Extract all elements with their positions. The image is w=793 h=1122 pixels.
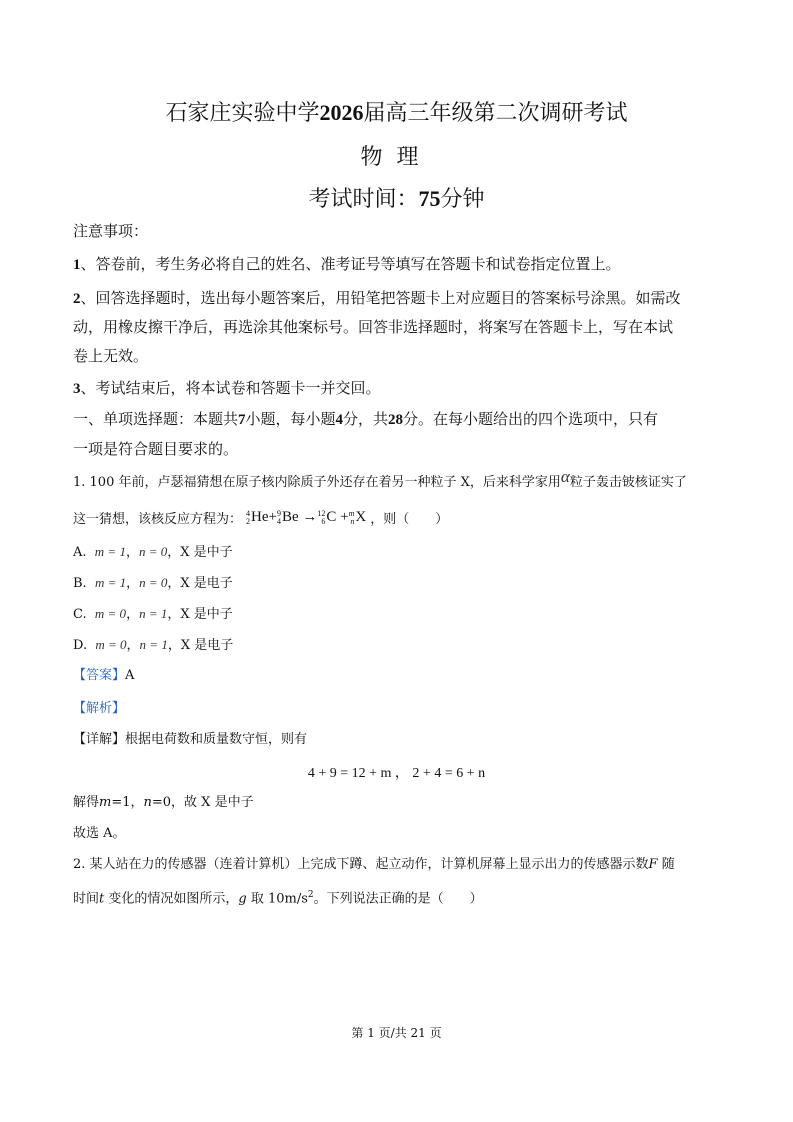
q1-stem-a: 1. 100 年前，卢瑟福猜想在原子核内除质子外还存在着另一种粒子 X，后来科学家用 [73, 475, 561, 490]
plus-sign: + [268, 509, 277, 525]
solve-c: =0，故 X 是中子 [151, 795, 254, 810]
q2-text-f: 。下列说法正确的是（ ） [313, 891, 483, 907]
notice-text-2a: 、回答选择题时，选出每小题答案后，用铅笔把答题卡上对应题目的答案标号涂黑。如需改 [80, 289, 681, 307]
be-symbol: Be [281, 509, 299, 525]
q1-stem2-b: ，则（ ） [370, 512, 449, 527]
notice-num-3: 3 [73, 381, 81, 397]
q1-detail [73, 729, 733, 751]
option-text: ，X 是电子 [167, 576, 233, 591]
q1-solution [73, 792, 733, 814]
option-c: C. m = 0，n = 1，X 是中子 [73, 606, 233, 622]
notice-item-2-line3: 卷上无效。 [73, 347, 149, 365]
title-school: 石家庄实验中学 [165, 101, 320, 126]
option-m: m = 1 [94, 544, 126, 559]
answer-tag: 【答案】 [73, 668, 126, 683]
subject-title: 物理 [360, 145, 433, 170]
time-value: 75 [418, 186, 441, 211]
q1-answer [73, 665, 733, 687]
notice-text-1: 、答卷前，考生务必将自己的姓名、准考证号等填写在答题卡和试卷指定位置上。 [80, 255, 621, 273]
option-text: ，X 是中子 [167, 607, 233, 622]
section-heading-line2: 一项是符合题目要求的。 [73, 440, 239, 458]
plus-sign: + [340, 509, 349, 525]
q2-superscript: 2 [307, 890, 314, 900]
section-heading [73, 408, 733, 431]
arrow: → [302, 509, 318, 525]
exam-title [0, 96, 793, 127]
notice-item-2-line2: 动，用橡皮擦干净后，再选涂其他案标号。回答非选择题时，将案写在答题卡上，写在本试 [73, 318, 674, 336]
c-symbol: C [326, 509, 337, 525]
page-footer: 第 1 页/共 21 页 [351, 1026, 442, 1040]
analysis-tag: 【解析】 [73, 701, 126, 716]
q1-equation-line [73, 508, 733, 531]
time-unit: 分钟 [440, 187, 485, 212]
notice-item-1 [73, 253, 733, 276]
q2-var-f: F [648, 857, 658, 872]
solve-n: n [143, 795, 152, 810]
he-mass: 4 [246, 508, 251, 518]
be-mass: 9 [276, 508, 281, 518]
q1-stem-b: 粒子轰击铍核证实了 [569, 475, 687, 490]
option-a: A. m = 1，n = 0，X 是中子 [73, 544, 233, 560]
x-mass: m [348, 508, 355, 518]
q1-choose: 故选 A。 [73, 826, 126, 841]
option-n: n = 1 [139, 606, 168, 621]
option-m: m = 0 [94, 606, 127, 621]
section-num-1: 7 [238, 412, 246, 428]
option-n: n = 0 [138, 544, 168, 559]
exam-time [0, 182, 793, 213]
notice-text-3: 、考试结束后，将本试卷和答题卡一并交回。 [80, 379, 381, 397]
q2-text-c: 时间 [73, 891, 100, 907]
alpha-symbol: α [560, 467, 570, 486]
option-b: B. m = 1，n = 0，X 是电子 [73, 575, 233, 591]
section-text-c: 分，共 [343, 410, 389, 428]
detail-text: 根据电荷数和质量数守恒，则有 [125, 732, 308, 747]
title-year: 2026 [319, 100, 364, 125]
q2-text-d: 变化的情况如图所示， [104, 891, 239, 907]
solve-a: 解得 [73, 795, 100, 810]
solve-b: =1， [111, 795, 144, 810]
q1-analysis [73, 698, 733, 720]
option-text: ，X 是中子 [167, 545, 233, 560]
option-m: m = 0 [95, 637, 127, 652]
option-label: B. [73, 576, 87, 591]
section-num-2: 4 [335, 412, 344, 428]
q2-text-b: 随 [657, 857, 675, 872]
q2-var-t: t [99, 891, 105, 907]
notice-item-2 [73, 287, 733, 310]
q2-text-e: 取 10m/s [246, 891, 308, 907]
x-charge: n [350, 516, 355, 526]
notice-num-1: 1 [73, 257, 81, 273]
option-d: D. m = 0，n = 1，X 是电子 [73, 637, 234, 653]
solve-m: m [99, 795, 112, 810]
be-charge: 4 [276, 516, 281, 526]
answer-value: A [125, 668, 135, 683]
section-text-b: 小题，每小题 [245, 410, 336, 428]
q1-conservation-equation: 4 + 9 = 12 + m ， 2 + 4 = 6 + n [307, 766, 486, 781]
section-num-3: 28 [388, 412, 404, 428]
he-symbol: He [251, 509, 269, 525]
notice-heading: 注意事项： [73, 222, 149, 240]
option-label: D. [73, 638, 88, 653]
option-n: n = 0 [139, 575, 168, 590]
q2-stem-line1 [73, 854, 733, 876]
x-symbol: X [355, 509, 367, 525]
title-exam: 届高三年级第二次调研考试 [363, 101, 628, 126]
section-text-a: 一、单项选择题：本题共 [73, 410, 239, 428]
c-charge: 6 [321, 516, 326, 526]
nuclear-equation [246, 506, 366, 528]
notice-num-2: 2 [73, 291, 81, 307]
detail-tag: 【详解】 [73, 732, 126, 747]
q2-stem-line2 [73, 884, 733, 910]
q1-stem [73, 467, 733, 494]
notice-item-3 [73, 377, 733, 400]
section-text-d: 分。在每小题给出的四个选项中，只有 [403, 410, 659, 428]
option-label: A. [73, 545, 87, 560]
option-n: n = 1 [139, 637, 168, 652]
c-mass: 12 [317, 508, 326, 518]
option-m: m = 1 [94, 575, 127, 590]
q2-text-a: 2. 某人站在力的传感器（连着计算机）上完成下蹲、起立动作，计算机屏幕上显示出力的传感器示数 [73, 857, 649, 872]
option-label: C. [73, 607, 87, 622]
time-label: 考试时间： [308, 187, 419, 212]
q1-stem2-a: 这一猜想，该核反应方程为： [73, 512, 243, 527]
he-charge: 2 [246, 516, 251, 526]
option-text: ，X 是电子 [167, 638, 234, 653]
q2-var-g: g [238, 891, 247, 907]
